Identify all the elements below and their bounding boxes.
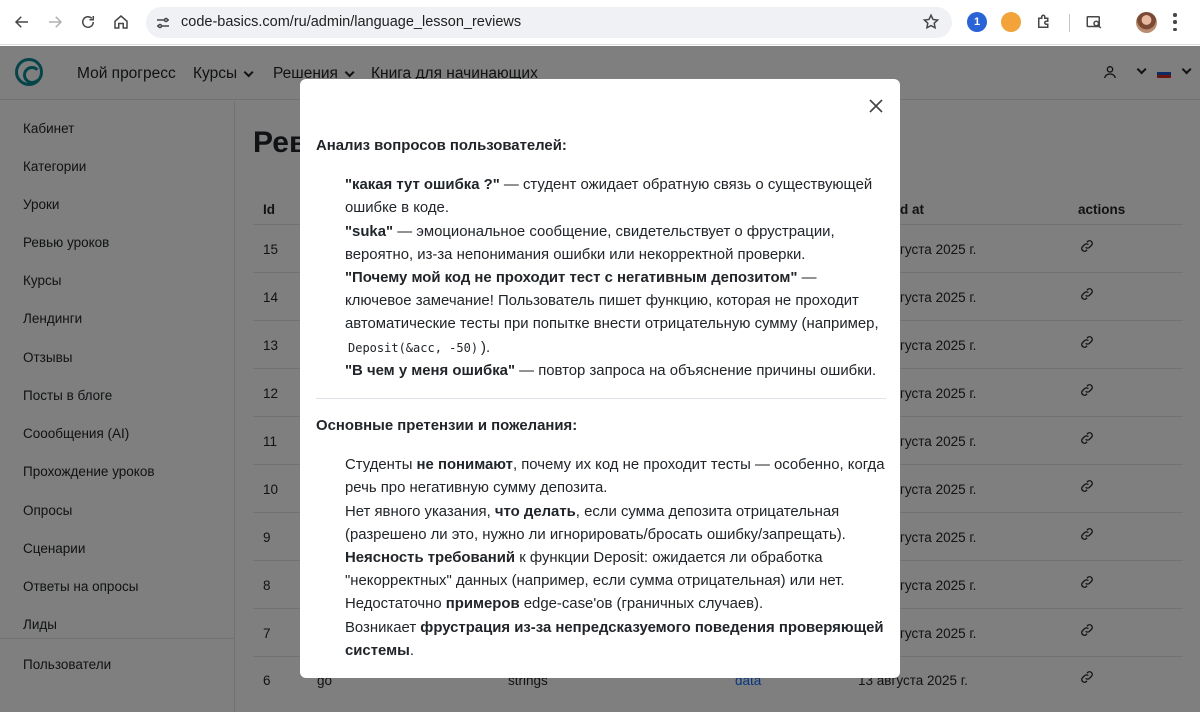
tab-search-icon[interactable] (1084, 12, 1104, 32)
question-comment: — ключевое замечание! Пользователь пишет функцию, которая не проходит автоматические тесты при попытке внести отрицательную сумму (например, (345, 270, 879, 333)
reload-icon[interactable] (77, 11, 99, 33)
complaint-prefix: Нет явного указания, (345, 503, 495, 520)
section-divider (316, 398, 886, 399)
complaint-item (316, 593, 886, 616)
review-analysis-modal (300, 79, 900, 678)
question-quote: "В чем у меня ошибка" (345, 362, 516, 379)
complaint-text: , почему их код не проходит тесты — особенно, когда речь про негативную сумму депозита. (345, 457, 885, 497)
complaint-prefix: Возникает (345, 619, 421, 636)
complaint-prefix: Недостаточно (345, 596, 446, 613)
complaint-item (316, 501, 886, 547)
question-item (316, 267, 886, 360)
question-quote: "suka" (345, 223, 394, 240)
complaint-emphasis: Неясность требований (345, 550, 516, 567)
question-comment-tail: ). (481, 339, 491, 356)
question-comment: — повтор запроса на объяснение причины ошибки. (515, 362, 877, 379)
complaint-text: . (409, 642, 414, 659)
password-manager-icon[interactable]: 1 (967, 12, 987, 32)
address-bar[interactable] (146, 7, 952, 38)
complaint-item (316, 454, 886, 500)
url-text[interactable]: code-basics.com/ru/admin/language_lesson_reviews (181, 14, 522, 30)
orange-extension-icon[interactable] (1001, 12, 1021, 32)
complaint-text: к функции Deposit: ожидается ли обработка "некорректных" данных (например, если сумма отрицательная) или нет. (345, 550, 845, 590)
question-item (316, 360, 886, 383)
profile-avatar[interactable] (1136, 12, 1157, 33)
complaint-emphasis: что делать (494, 503, 576, 520)
section-title-questions: Анализ вопросов пользователей: (316, 138, 567, 154)
home-icon[interactable] (110, 11, 132, 33)
toolbar-separator (1069, 14, 1070, 32)
question-item (316, 174, 886, 220)
bookmark-star-icon[interactable] (922, 13, 940, 31)
code-snippet: Deposit(&acc, -50) (348, 340, 479, 355)
complaint-prefix: Студенты (345, 457, 417, 474)
modal-body (316, 135, 886, 663)
section-title-complaints: Основные претензии и пожелания: (316, 418, 578, 435)
complaint-text: edge-case'ов (граничных случаев). (519, 596, 764, 613)
question-item (316, 221, 886, 267)
close-icon[interactable] (868, 98, 884, 114)
question-comment: — студент ожидает обратную связь о существующей ошибке в коде. (345, 177, 873, 217)
complaint-emphasis: не понимают (416, 457, 513, 474)
browser-toolbar (0, 0, 1200, 45)
complaint-text: , если сумма депозита отрицательная (разрешено ли это, нужно ли игнорировать/бросать ошибку/запрещать). (345, 503, 846, 543)
browser-menu-icon[interactable] (1172, 13, 1178, 31)
forward-arrow-icon[interactable] (44, 11, 66, 33)
extensions-puzzle-icon[interactable] (1034, 12, 1054, 32)
site-settings-icon[interactable] (154, 14, 172, 32)
complaint-emphasis: фрустрация из-за непредсказуемого поведения проверяющей системы (345, 619, 884, 659)
complaint-item (316, 547, 886, 593)
question-comment: — эмоциональное сообщение, свидетельствует о фрустрации, вероятно, из-за непонимания ошибки или некорректной проверки. (345, 223, 835, 263)
complaint-item (316, 617, 886, 663)
question-quote: "какая тут ошибка ?" (345, 177, 500, 194)
complaint-emphasis: примеров (445, 596, 520, 613)
question-quote: "Почему мой код не проходит тест с негативным депозитом" (345, 270, 798, 287)
back-arrow-icon[interactable] (11, 11, 33, 33)
